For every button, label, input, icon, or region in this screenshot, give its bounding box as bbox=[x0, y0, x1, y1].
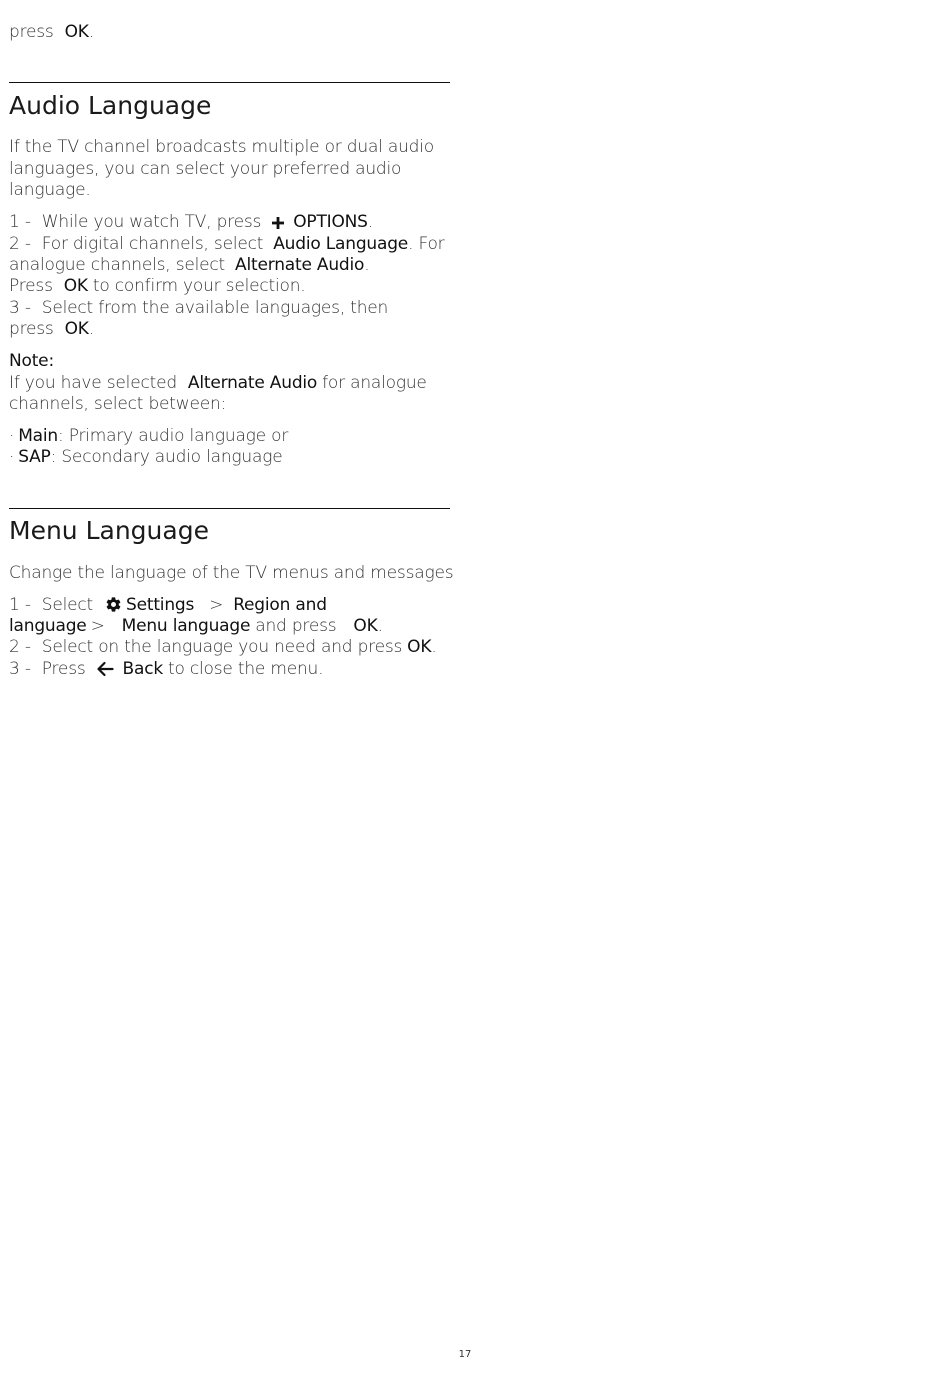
step-text: Select from the available languages, then bbox=[41, 298, 389, 318]
back-arrow-icon bbox=[96, 661, 114, 683]
alternate-audio-label: Alternate Audio bbox=[187, 373, 318, 393]
step-number: 2 - bbox=[9, 234, 31, 254]
step-text: Select on the language you need and press bbox=[41, 637, 403, 657]
settings-label: Settings bbox=[126, 595, 195, 615]
audio-intro-line-1: If the TV channel broadcasts multiple or dual audio bbox=[9, 137, 434, 157]
note-text: If you have selected bbox=[9, 373, 177, 393]
path-separator: > bbox=[90, 616, 105, 636]
audio-step-2-line-3 bbox=[9, 275, 306, 297]
note-text: for analogue bbox=[322, 373, 427, 393]
audio-step-3-line-2 bbox=[9, 318, 94, 340]
menu-language-heading: Menu Language bbox=[9, 516, 209, 545]
step-text: Press bbox=[41, 659, 86, 679]
note-label: Note: bbox=[9, 351, 54, 371]
ok-label: OK bbox=[353, 616, 378, 636]
ok-label: OK bbox=[63, 276, 88, 296]
step-text: to confirm your selection. bbox=[92, 276, 306, 296]
audio-intro-line-2: languages, you can select your preferred audio bbox=[9, 159, 402, 179]
bullet-text: : Primary audio language or bbox=[58, 426, 289, 446]
menu-intro: Change the language of the TV menus and messages bbox=[9, 563, 454, 583]
bullet-text: : Secondary audio language bbox=[50, 447, 283, 467]
step-end: . bbox=[431, 637, 437, 657]
page-number: 17 bbox=[458, 1349, 472, 1360]
step-text: While you watch TV, press bbox=[41, 212, 262, 232]
ok-label: OK bbox=[407, 637, 432, 657]
step-text: analogue channels, select bbox=[9, 255, 226, 275]
step-text: to close the menu. bbox=[168, 659, 324, 679]
audio-step-2-line-1 bbox=[9, 233, 444, 255]
step-number: 2 - bbox=[9, 637, 31, 657]
step-number: 1 - bbox=[9, 595, 31, 615]
step-number: 1 - bbox=[9, 212, 31, 232]
continued-step-line bbox=[9, 21, 94, 43]
step-text: Select bbox=[41, 595, 94, 615]
menu-step-2 bbox=[9, 636, 437, 658]
continued-ok-label: OK bbox=[64, 22, 89, 42]
step-end: . bbox=[367, 212, 373, 232]
bullet-sap bbox=[9, 446, 282, 468]
language-label: language bbox=[9, 616, 87, 636]
step-number: 3 - bbox=[9, 659, 31, 679]
back-label: Back bbox=[122, 659, 163, 679]
step-text: . For bbox=[408, 234, 445, 254]
menu-step-1-line-2 bbox=[9, 615, 383, 637]
ok-label: OK bbox=[64, 319, 89, 339]
options-label: OPTIONS bbox=[293, 212, 368, 232]
step-number: 3 - bbox=[9, 298, 31, 318]
step-text: press bbox=[9, 319, 54, 339]
sap-label: SAP bbox=[18, 447, 51, 467]
section-divider-menu bbox=[9, 508, 450, 509]
note-line-2: channels, select between: bbox=[9, 394, 227, 414]
step-text: For digital channels, select bbox=[41, 234, 264, 254]
note-line-1 bbox=[9, 372, 427, 394]
step-end: . bbox=[364, 255, 370, 275]
menu-language-label: Menu language bbox=[121, 616, 251, 636]
audio-step-2-line-2 bbox=[9, 254, 369, 276]
audio-intro-line-3: language. bbox=[9, 180, 91, 200]
menu-step-3 bbox=[9, 658, 323, 683]
audio-language-label: Audio Language bbox=[273, 234, 409, 254]
bullet-main bbox=[9, 425, 288, 447]
section-divider-audio bbox=[9, 82, 450, 83]
bullet-mark: · bbox=[9, 426, 15, 446]
continued-end-text: . bbox=[88, 22, 94, 42]
continued-press-text: press bbox=[9, 22, 54, 42]
region-label: Region and bbox=[233, 595, 327, 615]
audio-language-heading: Audio Language bbox=[9, 91, 212, 120]
step-text: Press bbox=[9, 276, 53, 296]
step-end: . bbox=[377, 616, 383, 636]
alternate-audio-label: Alternate Audio bbox=[235, 255, 365, 275]
main-label: Main bbox=[18, 426, 59, 446]
path-separator: > bbox=[209, 595, 224, 615]
step-text: and press bbox=[255, 616, 337, 636]
bullet-mark: · bbox=[9, 447, 15, 467]
step-end: . bbox=[88, 319, 94, 339]
audio-step-3-line-1 bbox=[9, 297, 388, 319]
